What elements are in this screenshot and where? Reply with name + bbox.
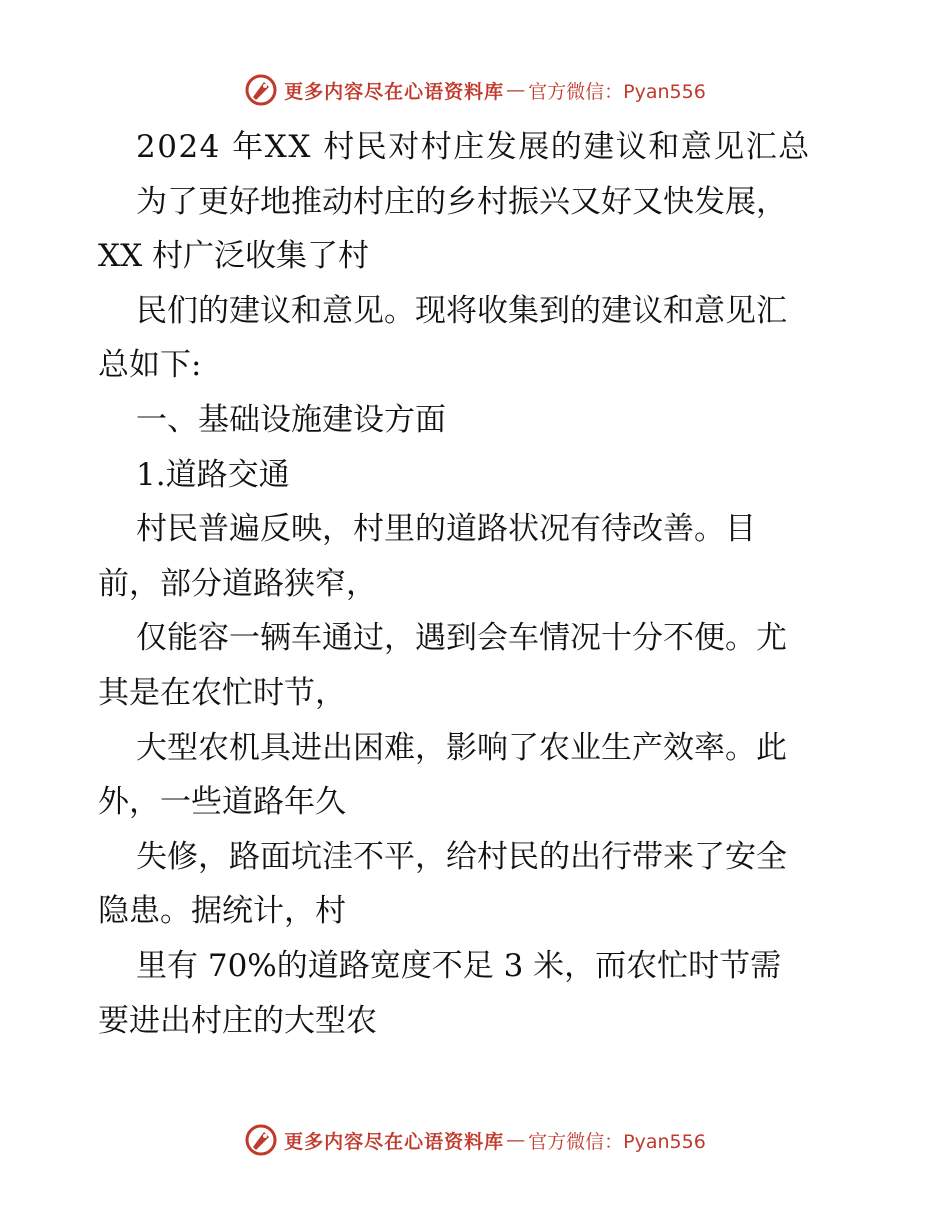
banner-separator: —: [506, 79, 527, 101]
text-line: 其是在农忙时节，: [98, 674, 346, 711]
text-line: 失修，路面坑洼不平，给村民的出行带来了安全: [136, 838, 787, 875]
text-line: 外，一些道路年久: [98, 784, 346, 821]
header-watermark-banner: [0, 70, 950, 110]
banner-separator: —: [506, 1129, 527, 1151]
footer-watermark-banner: [0, 1120, 950, 1160]
text-line: 前，部分道路狭窄，: [98, 565, 377, 602]
text-line: 总如下:: [98, 347, 202, 384]
banner-text: 更多内容尽在心语资料库: [284, 80, 505, 103]
banner-text: 更多内容尽在心语资料库: [284, 1130, 505, 1153]
subsection-heading: 1.道路交通: [136, 456, 290, 493]
text-line: 里有 70%的道路宽度不足 3 米，而农忙时节需: [136, 947, 782, 984]
text-line: 村民普遍反映，村里的道路状况有待改善。目: [136, 511, 756, 548]
text-line: XX 村广泛收集了村: [98, 238, 369, 275]
document-title: 2024 年XX 村民对村庄发展的建议和意见汇总: [136, 129, 811, 165]
pen-nib-logo-icon: [244, 73, 278, 107]
text-line: 民们的建议和意见。现将收集到的建议和意见汇: [136, 292, 787, 329]
pen-nib-logo-icon: [244, 1123, 278, 1157]
banner-wechat: 官方微信：Pyan556: [528, 1130, 706, 1153]
text-line: 为了更好地推动村庄的乡村振兴又好又快发展，: [136, 183, 787, 220]
text-line: 大型农机具进出困难，影响了农业生产效率。此: [136, 729, 787, 766]
text-line: 仅能容一辆车通过，遇到会车情况十分不便。尤: [136, 620, 787, 657]
text-line: 隐患。据统计，村: [98, 893, 346, 930]
banner-wechat: 官方微信：Pyan556: [528, 80, 706, 103]
document-body: [98, 120, 858, 1048]
section-heading: 一、基础设施建设方面: [136, 401, 446, 438]
text-line: 要进出村庄的大型农: [98, 1002, 377, 1039]
